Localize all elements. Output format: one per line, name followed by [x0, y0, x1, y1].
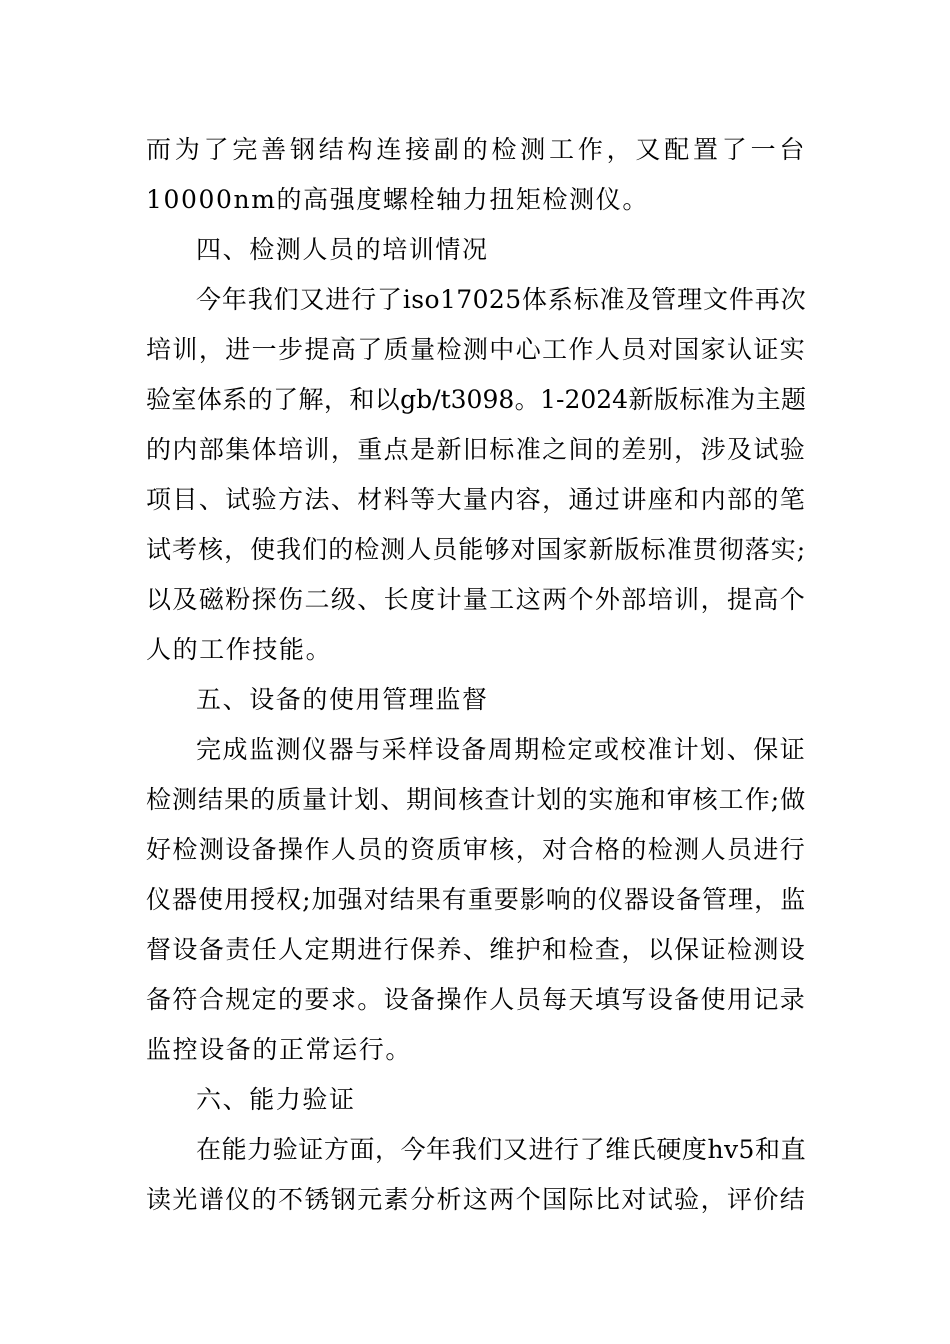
paragraph-line: 验室体系的了解，和以gb/t3098。1-2024新版标准为主题 — [146, 385, 806, 414]
paragraph-line: 的内部集体培训，重点是新旧标准之间的差别，涉及试验 — [146, 435, 806, 464]
section-heading: 五、设备的使用管理监督 — [196, 685, 489, 714]
paragraph-line: 好检测设备操作人员的资质审核，对合格的检测人员进行 — [146, 835, 806, 864]
paragraph-line: 备符合规定的要求。设备操作人员每天填写设备使用记录 — [146, 985, 806, 1014]
paragraph-line: 读光谱仪的不锈钢元素分析这两个国际比对试验，评价结 — [146, 1185, 806, 1214]
paragraph-line: 监控设备的正常运行。 — [146, 1035, 413, 1064]
paragraph-line: 以及磁粉探伤二级、长度计量工这两个外部培训，提高个 — [146, 585, 806, 614]
paragraph-line: 培训，进一步提高了质量检测中心工作人员对国家认证实 — [146, 335, 806, 364]
paragraph-line: 督设备责任人定期进行保养、维护和检查，以保证检测设 — [146, 935, 806, 964]
paragraph-line: 10000nm的高强度螺栓轴力扭矩检测仪。 — [146, 185, 649, 214]
paragraph-line: 完成监测仪器与采样设备周期检定或校准计划、保证 — [196, 735, 806, 764]
paragraph-line: 今年我们又进行了iso17025体系标准及管理文件再次 — [196, 285, 806, 314]
paragraph-line: 检测结果的质量计划、期间核查计划的实施和审核工作;做 — [146, 785, 806, 814]
section-heading: 六、能力验证 — [196, 1085, 356, 1114]
section-heading: 四、检测人员的培训情况 — [196, 235, 489, 264]
paragraph-line: 项目、试验方法、材料等大量内容，通过讲座和内部的笔 — [146, 485, 806, 514]
paragraph-line: 而为了完善钢结构连接副的检测工作，又配置了一台 — [146, 135, 806, 164]
paragraph-line: 人的工作技能。 — [146, 635, 333, 664]
paragraph-line: 试考核，使我们的检测人员能够对国家新版标准贯彻落实; — [146, 535, 806, 564]
paragraph-line: 在能力验证方面，今年我们又进行了维氏硬度hv5和直 — [196, 1135, 806, 1164]
paragraph-line: 仪器使用授权;加强对结果有重要影响的仪器设备管理，监 — [146, 885, 806, 914]
